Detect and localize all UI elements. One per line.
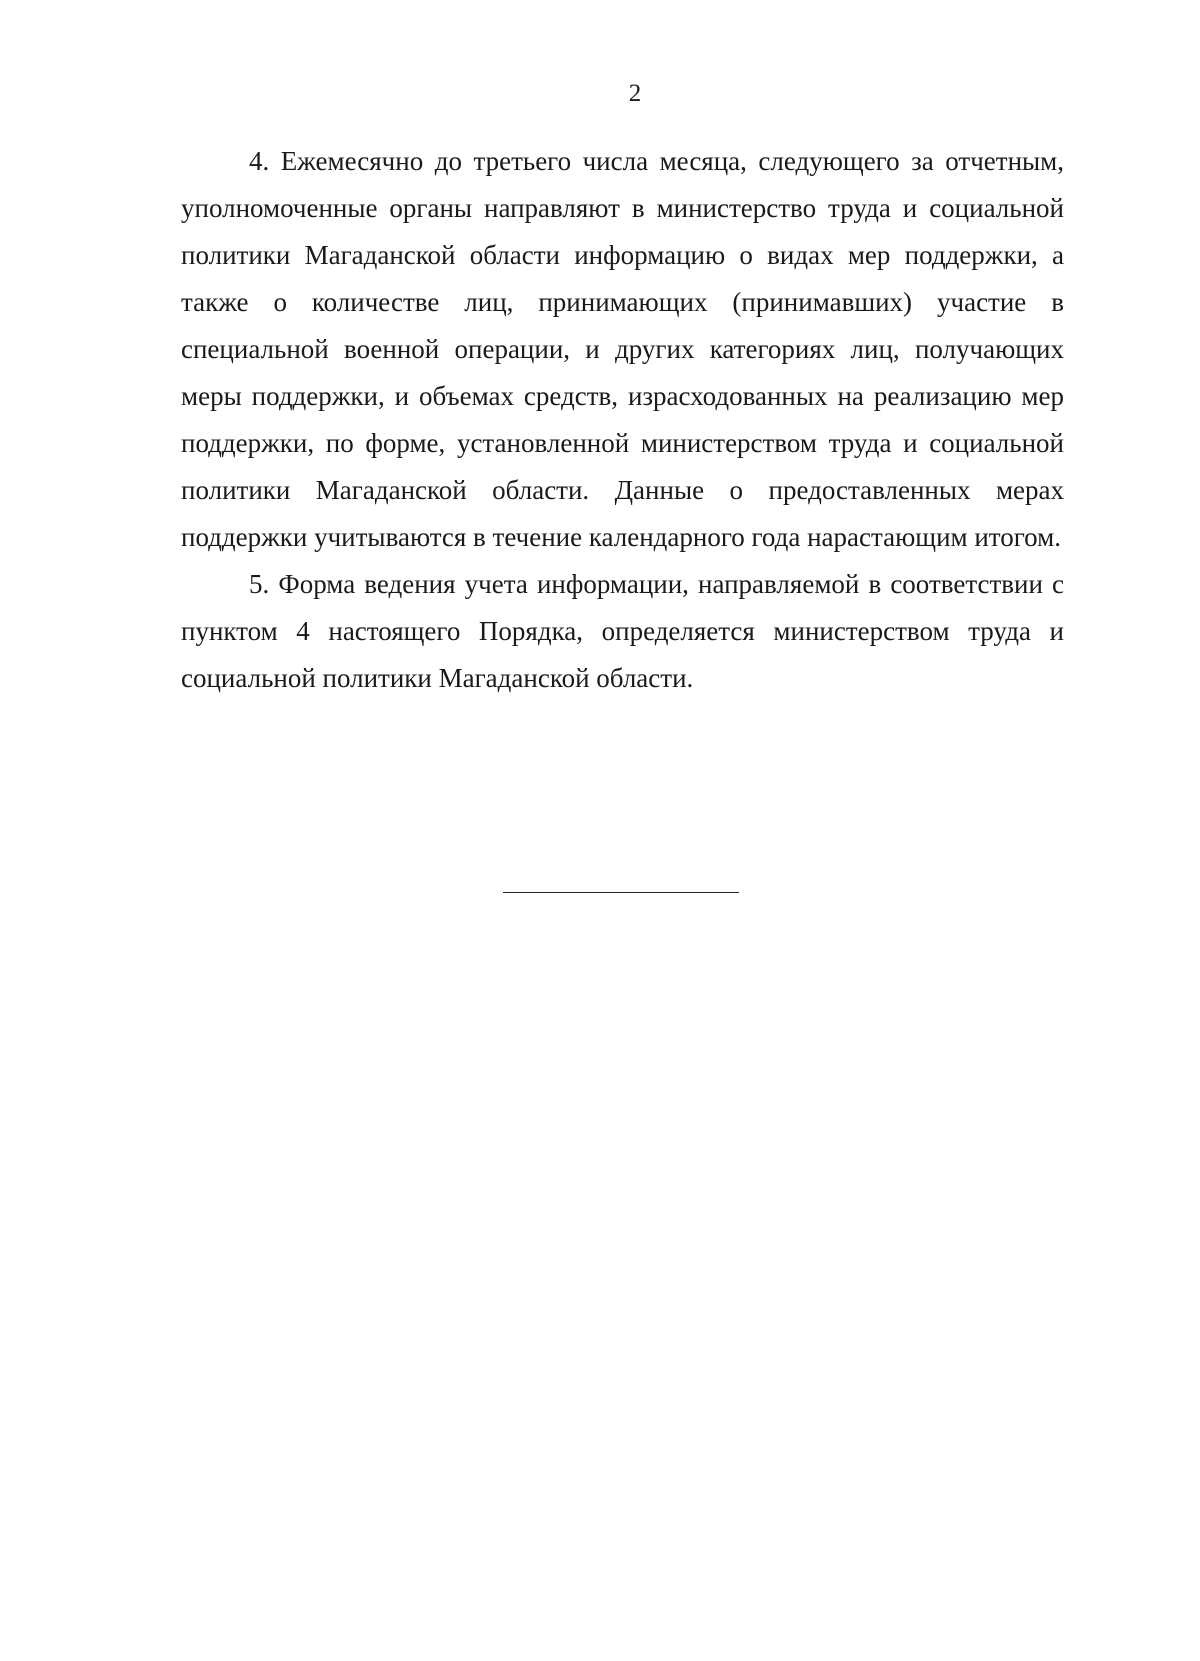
paragraph-4: 4. Ежемесячно до третьего числа месяца, следующего за отчетным, уполномоченные органы направляют в министерство труда и социальной политики Магаданской области информацию о видах мер поддержки, а также о количестве лиц, принимающих (принимавших) участие в специальной военной операции, и других категориях лиц, получающих меры поддержки, и объемах средств, израсходованных на реализацию мер поддержки, по форме, установленной министерством труда и социальной политики Магаданской области. Данные о предоставленных мерах поддержки учитываются в течение календарного года нарастающим итогом. [181,146,1064,552]
document-body [181,138,1064,702]
page-number: 2 [628,80,642,107]
paragraph-5: 5. Форма ведения учета информации, направляемой в соответствии с пунктом 4 настоящего Порядка, определяется министерством труда и социальной политики Магаданской области. [181,569,1064,693]
end-separator-line [503,892,739,893]
